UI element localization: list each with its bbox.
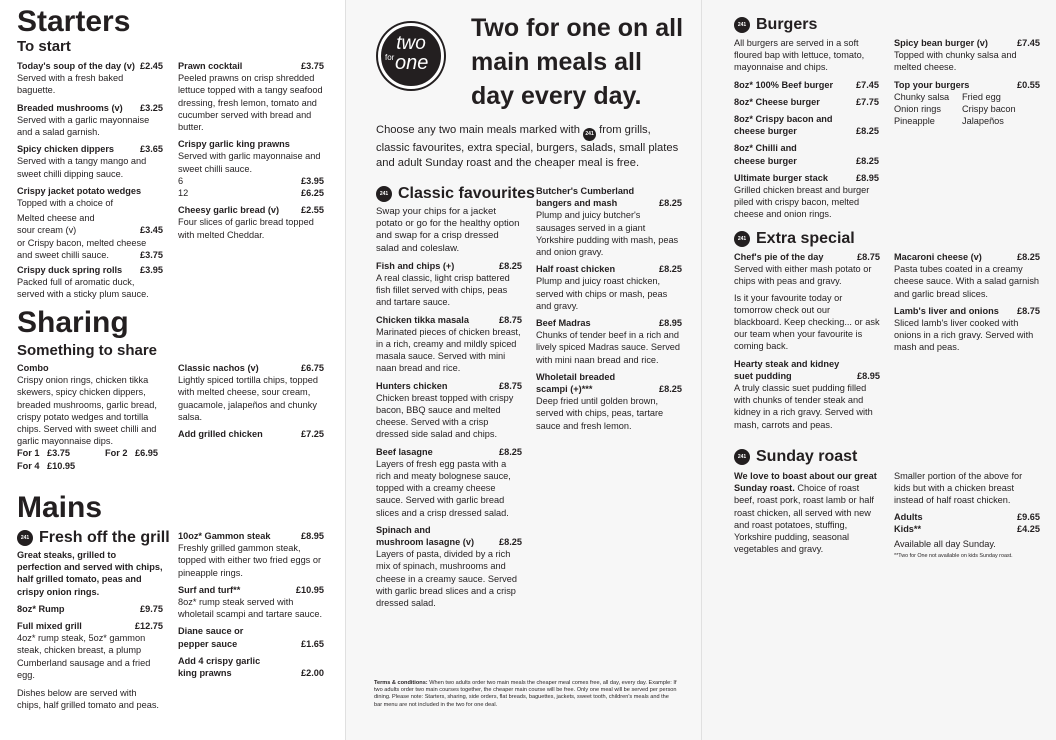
item-desc: Peeled prawns on crisp shredded lettuce topped with a tangy seafood dressing, fresh lemon, tomato and cucumber served with bread and butter. — [178, 73, 323, 133]
option-label: sour cream (v) — [17, 225, 77, 236]
item-price: £0.55 — [1017, 79, 1040, 90]
option-price: £3.75 — [140, 249, 163, 260]
menu-item — [178, 625, 324, 649]
item-desc: Deep fried until golden brown, served with chips, peas, tartare sauce and fresh lemon. — [536, 396, 664, 431]
item-desc: Topped with a choice of — [17, 198, 114, 209]
extra-title: Extra special — [756, 230, 855, 247]
price-row: Kids** £4.25 — [894, 523, 1040, 534]
item-name: Wholetail breaded scampi (+)*** — [536, 371, 616, 395]
option-row: 6 £3.95 — [178, 175, 324, 186]
item-price: £8.75 — [499, 380, 522, 391]
item-name: Classic nachos (v) — [178, 363, 259, 373]
item-price: £12.75 — [134, 621, 163, 632]
starters-title: Starters — [17, 5, 131, 38]
grill-intro: Great steaks, grilled to perfection and served with chips, half grilled tomato, peas and crispy onion rings. — [17, 550, 163, 597]
two-for-one-icon: 241 — [734, 231, 750, 247]
item-desc: Layers of fresh egg pasta with a rich and meaty bolognese sauce, topped with a creamy cheese sauce. Served with garlic bread slices and a crisp dressed salad. — [376, 458, 511, 518]
sunday-footnote: **Two for One not available on kids Sunday roast. — [894, 553, 1013, 560]
item-desc: Marinated pieces of chicken breast, in a rich, creamy and mildly spiced masala sauce. Served with mini naan bread and rice. — [376, 326, 521, 374]
item-desc: Served with garlic mayonnaise and sweet chilli sauce. — [178, 151, 321, 174]
item-desc: A truly classic suet pudding filled with chunks of tender steak and kidney in a rich gravy. Served with mash, carrots and peas. — [734, 383, 873, 430]
item-desc: Served with a tangy mango and sweet chilli dipping sauce. — [17, 156, 147, 179]
item-name: Crispy jacket potato wedges — [17, 185, 142, 196]
item-name: 8oz* Cheese burger — [734, 96, 820, 107]
two-for-one-logo: two for one — [378, 23, 444, 89]
sharing-subtitle: Something to share — [17, 342, 158, 359]
menu-item — [17, 102, 163, 139]
item-price: £6.75 — [301, 363, 324, 373]
two-for-one-icon: 241 — [17, 530, 33, 546]
item-name: 10oz* Gammon steak — [178, 531, 271, 541]
burgers-heading — [734, 15, 817, 35]
item-price: £2.00 — [301, 668, 324, 679]
item-name: Breaded mushrooms (v) — [17, 102, 123, 113]
item-price: £8.25 — [856, 155, 879, 166]
item-name: Add 4 crispy garlic king prawns — [178, 655, 261, 679]
item-name: Lamb's liver and onions — [894, 305, 999, 316]
sunday-left-col: We love to boast about our great Sunday roast. Choice of roast beef, roast pork, roast lamb or half roast chicken, all served with new and roast potatoes, stuffing, Yorkshire pudding, seasonal vegetables and gravy. — [734, 471, 877, 555]
item-desc: Plump and juicy butcher's sausages served in a giant Yorkshire pudding with mash, peas and onion gravy. — [536, 210, 679, 258]
two-for-one-icon: 241 — [734, 17, 750, 33]
topper-options: Chunky salsa Fried egg Onion rings Crispy bacon Pineapple Jalapeños — [894, 91, 1016, 127]
item-price: £8.25 — [856, 126, 879, 137]
starters-left-col — [17, 60, 163, 301]
menu-item — [178, 138, 324, 175]
item-price: £7.45 — [856, 79, 879, 90]
menu-item — [178, 428, 324, 440]
item-desc: Chunks of tender beef in a rich and lively spiced Madras sauce. Served with mini naan bread and rice. — [536, 330, 681, 365]
item-desc: Served with either mash potato or chips with peas and gravy. — [734, 264, 872, 287]
left-panel — [0, 0, 345, 740]
item-desc: Served with a fresh baked baguette. — [17, 73, 124, 96]
item-price: £8.75 — [1017, 305, 1040, 316]
grill-heading — [17, 528, 170, 548]
item-name: Crispy garlic king prawns — [178, 139, 290, 150]
promo-headline: Two for one on all main meals all day every day. — [471, 14, 684, 110]
menu-item — [178, 362, 324, 423]
menu-item — [178, 530, 324, 579]
item-price: £7.25 — [301, 429, 324, 440]
menu-item — [894, 251, 1040, 300]
item-name: 8oz* 100% Beef burger — [734, 79, 834, 90]
item-price: £8.95 — [857, 370, 880, 381]
combo-prices: For 4 £10.95 — [17, 460, 76, 471]
item-price: £8.25 — [659, 264, 682, 275]
menu-item — [734, 172, 879, 221]
burgers-title: Burgers — [756, 16, 818, 33]
item-name: Crispy duck spring rolls — [17, 265, 123, 276]
item-desc: Topped with chunky salsa and melted cheese. — [894, 50, 1017, 73]
menu-item — [178, 584, 324, 621]
two-for-one-icon: 241 — [376, 186, 392, 202]
option-label: and sweet chilli sauce. — [17, 249, 109, 260]
menu-item — [734, 251, 880, 353]
item-price: £1.65 — [301, 638, 324, 649]
item-desc: 4oz* rump steak, 5oz* gammon steak, chicken breast, a plump Cumberland sausage and a fried egg. — [17, 633, 151, 680]
item-price: £3.25 — [140, 102, 163, 113]
combo — [17, 362, 163, 472]
item-name: 8oz* Crispy bacon and cheese burger — [734, 114, 833, 137]
item-price: £2.45 — [140, 61, 163, 71]
price-row: Adults £9.65 — [894, 511, 1040, 522]
menu-item — [376, 446, 522, 519]
item-desc: Sliced lamb's liver cooked with onions in a rich gravy. Served with mash and peas. — [894, 318, 1034, 353]
terms: Terms & conditions: When two adults order two main meals the cheaper meal comes free, all day, every day. Example: If two adults order two main courses together, the cheaper main course will be free. Only one meal will be served per person dining. Please note: Starters, sharing, side orders, flat breads, baguettes, jackets, sweet tooth, children's meals and the bar menu are not included in the two for one deal. — [374, 680, 677, 708]
item-name: Butcher's Cumberland bangers and mash — [536, 186, 635, 209]
item-price: £8.95 — [659, 318, 682, 329]
item-name: Fish and chips (+) — [376, 260, 455, 271]
item-desc-extra: Is it your favourite today or tomorrow check out our blackboard. Keep checking... or ask our team when your favourite is coming back. — [734, 292, 880, 352]
menu-item — [734, 142, 879, 166]
grill-title: Fresh off the grill — [39, 529, 170, 546]
item-desc: Freshly grilled gammon steak, topped with either two fried eggs or pineapple rings. — [178, 543, 321, 578]
classic-right-col — [536, 185, 682, 432]
item-name: Cheesy garlic bread (v) — [178, 205, 280, 216]
item-price: £8.25 — [659, 198, 682, 209]
right-panel — [702, 0, 1056, 740]
sharing-right-col — [178, 362, 324, 440]
item-name: Chef's pie of the day — [734, 252, 824, 262]
item-desc: Lightly spiced tortilla chips, topped with melted cheese, sour cream, guacamole, jalapeños and chunky salsa. — [178, 375, 318, 422]
menu-item — [178, 60, 324, 133]
menu-item — [376, 524, 522, 609]
mains-title: Mains — [17, 491, 103, 524]
menu-item — [17, 620, 163, 681]
item-price: £2.55 — [301, 205, 324, 216]
two-for-one-icon: 241 — [734, 449, 750, 465]
wedge-options — [17, 212, 163, 261]
item-price: £8.75 — [499, 314, 522, 325]
item-price: £7.45 — [1017, 38, 1040, 48]
item-name: Surf and turf** — [178, 584, 241, 595]
promo-intro: Choose any two main meals marked with 241 from grills, classic favourites, extra special, burgers, salads, small plates and adult Sunday roast and the cheaper meal is free. — [376, 124, 679, 169]
option-label: or Crispy bacon, melted cheese — [17, 237, 147, 248]
item-name: 8oz* Chilli and cheese burger — [734, 143, 797, 166]
menu-item — [17, 185, 163, 209]
sharing-title: Sharing — [17, 306, 129, 339]
item-desc: Layers of pasta, divided by a rich mix of spinach, mushrooms and cheese in a creamy sauce. Served with garlic bread slices and a crisp dressed salad. — [376, 549, 517, 609]
sunday-title: Sunday roast — [756, 448, 858, 465]
item-name: Chicken tikka masala — [376, 314, 469, 325]
item-name: Top your burgers — [894, 79, 970, 90]
extra-left-col — [734, 251, 880, 431]
item-price: £8.25 — [499, 446, 522, 457]
sunday-right-col — [894, 470, 1040, 560]
extra-heading — [734, 229, 855, 249]
item-price: £9.75 — [140, 603, 163, 614]
menu-item — [734, 96, 879, 108]
item-desc: Packed full of aromatic duck, served with a sticky plum sauce. — [17, 277, 149, 300]
burgers-intro: All burgers are served in a soft floured bap with lettuce, tomato, mayonnaise and chips. — [734, 38, 865, 73]
option-row: 12 £6.25 — [178, 188, 324, 199]
item-name: Hearty steak and kidney suet pudding — [734, 358, 840, 381]
starters-right-col — [178, 60, 324, 241]
item-price: £3.65 — [140, 144, 163, 155]
item-desc: Plump and juicy roast chicken, served with chips or mash, peas and gravy. — [536, 276, 668, 311]
item-name: Prawn cocktail — [178, 61, 243, 71]
item-desc: Grilled chicken breast and burger piled with crispy bacon, melted cheese and onion rings. — [734, 185, 870, 220]
combo-prices: For 1 £3.75 For 2 £6.95 — [17, 448, 158, 459]
burgers-left-col — [734, 37, 879, 221]
item-price: £8.25 — [1017, 252, 1040, 262]
item-price: £8.95 — [301, 531, 324, 541]
item-name: Diane sauce or pepper sauce — [178, 626, 244, 649]
item-desc: Chicken breast topped with crispy bacon, BBQ sauce and melted cheese. Served with a crisp dressed side salad and chips. — [376, 392, 514, 440]
item-desc: Crispy onion rings, chicken tikka skewers, spicy chicken dippers, breaded mushrooms, garlic bread, crispy potato wedges and tortilla chips. Served with sweet chilli and garlic mayonnaise dips. — [17, 375, 157, 447]
menu-item — [734, 358, 880, 431]
menu-item — [178, 204, 324, 241]
menu-item — [894, 305, 1040, 354]
item-name: Hunters chicken — [376, 380, 448, 391]
item-desc: Four slices of garlic bread topped with melted Cheddar. — [178, 217, 314, 240]
mains-note: Dishes below are served with chips, half grilled tomato and peas. — [17, 688, 159, 711]
option-label: Melted cheese and — [17, 213, 95, 224]
menu-item — [536, 371, 682, 432]
item-name: Spicy chicken dippers — [17, 144, 115, 155]
starters-subtitle: To start — [17, 38, 71, 55]
mains-left-col — [17, 549, 163, 711]
sunday-availability: Available all day Sunday. — [894, 539, 996, 550]
menu-item — [536, 185, 682, 258]
menu-item — [178, 655, 324, 679]
item-name: Ultimate burger stack — [734, 172, 828, 183]
item-price: £8.25 — [499, 537, 522, 548]
item-name: Today's soup of the day (v) — [17, 61, 135, 71]
menu-item — [734, 113, 879, 137]
option-price: £3.45 — [140, 225, 163, 236]
item-desc: A real classic, light crisp battered fish fillet served with chips, peas and tartare sauce. — [376, 273, 510, 308]
mains-right-col — [178, 530, 324, 679]
middle-panel — [345, 0, 702, 740]
menu-item — [17, 603, 163, 615]
menu-item — [376, 380, 522, 441]
item-desc: Pasta tubes coated in a creamy cheese sauce. With a salad garnish and garlic bread slices. — [894, 264, 1040, 299]
menu-item — [17, 60, 163, 97]
classic-intro: Swap your chips for a jacket potato or go for the healthy option and swap for a crisp dressed salad and coleslaw. — [376, 206, 520, 254]
two-for-one-icon: 241 — [583, 128, 596, 141]
classic-left-col — [376, 206, 522, 609]
menu-item — [17, 143, 163, 180]
item-name: Add grilled chicken — [178, 429, 263, 440]
item-price: £3.75 — [301, 61, 324, 71]
burgers-right-col — [894, 37, 1040, 127]
classic-heading — [376, 184, 535, 204]
item-name: Beef lasagne — [376, 446, 433, 457]
menu-item — [376, 260, 522, 309]
item-name: 8oz* Rump — [17, 603, 65, 614]
menu-item — [536, 263, 682, 312]
item-name: Half roast chicken — [536, 264, 616, 275]
item-price: £3.95 — [140, 265, 163, 276]
item-name: Spicy bean burger (v) — [894, 38, 988, 48]
item-price: £8.25 — [499, 260, 522, 271]
menu-item — [376, 314, 522, 375]
extra-right-col — [894, 251, 1040, 354]
item-name: Beef Madras — [536, 318, 591, 329]
item-name: Full mixed grill — [17, 621, 82, 632]
item-price: £8.25 — [659, 384, 682, 395]
menu-item — [894, 37, 1040, 74]
item-price: £8.75 — [857, 252, 880, 262]
item-price: £10.95 — [295, 584, 324, 595]
menu-item — [734, 79, 879, 91]
sunday-kids-desc: Smaller portion of the above for kids but with a chicken breast instead of half roast chicken. — [894, 471, 1023, 506]
item-desc: Served with a garlic mayonnaise and a salad garnish. — [17, 114, 150, 138]
item-price: £8.95 — [856, 172, 879, 183]
item-price: £7.75 — [856, 96, 879, 107]
menu-item — [536, 317, 682, 366]
menu-item — [17, 264, 163, 301]
classic-title: Classic favourites — [398, 185, 535, 202]
item-name: Macaroni cheese (v) — [894, 252, 982, 262]
item-name: Spinach and mushroom lasagne (v) — [376, 524, 475, 548]
menu-item — [894, 79, 1040, 91]
sunday-heading — [734, 447, 857, 467]
item-name: Combo — [17, 363, 49, 373]
item-desc: 8oz* rump steak served with wholetail scampi and tartare sauce. — [178, 597, 323, 620]
